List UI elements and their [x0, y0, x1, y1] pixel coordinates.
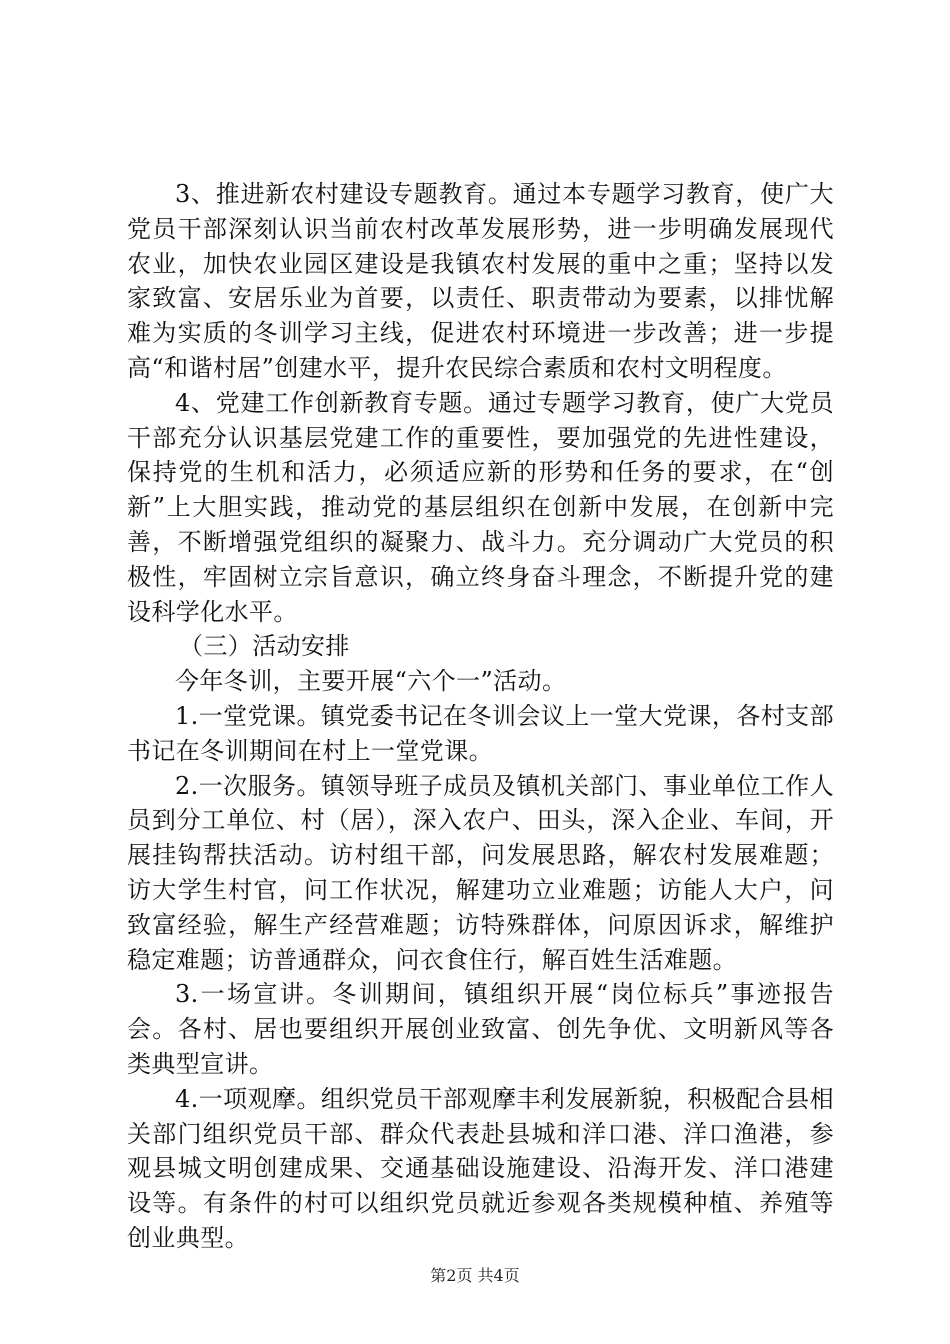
paragraph-activities-intro: 今年冬训，主要开展“六个一”活动。	[175, 667, 567, 696]
paragraph-activity-3: 3.一场宣讲。冬训期间，镇组织开展“岗位标兵”事迹报告会。各村、居也要组织开展创业致富、创先争优、文明新风等各类典型宣讲。	[127, 980, 834, 1078]
document-body	[127, 177, 834, 1256]
section-heading-activities: （三）活动安排	[179, 632, 350, 661]
page-number-footer: 第2页 共4页	[430, 1266, 520, 1285]
paragraph-topic-4: 4、党建工作创新教育专题。通过专题学习教育，使广大党员干部充分认识基层党建工作的重要性，要加强党的先进性建设，保持党的生机和活力，必须适应新的形势和任务的要求，在“创新”上大胆实践，推动党的基层组织在创新中发展，在创新中完善，不断增强党组织的凝聚力、战斗力。充分调动广大党员的积极性，牢固树立宗旨意识，确立终身奋斗理念，不断提升党的建设科学化水平。	[127, 388, 834, 626]
paragraph-activity-2: 2.一次服务。镇领导班子成员及镇机关部门、事业单位工作人员到分工单位、村（居），深入农户、田头，深入企业、车间，开展挂钩帮扶活动。访村组干部，问发展思路，解农村发展难题；访大学生村官，问工作状况，解建功立业难题；访能人大户，问致富经验，解生产经营难题；访特殊群体，问原因诉求，解维护稳定难题；访普通群众，问衣食住行，解百姓生活难题。	[127, 771, 834, 974]
paragraph-activity-1: 1.一堂党课。镇党委书记在冬训会议上一堂大党课，各村支部书记在冬训期间在村上一堂党课。	[127, 701, 834, 765]
paragraph-topic-3: 3、推进新农村建设专题教育。通过本专题学习教育，使广大党员干部深刻认识当前农村改革发展形势，进一步明确发展现代农业，加快农业园区建设是我镇农村发展的重中之重；坚持以发家致富、安居乐业为首要，以责任、职责带动为要素，以排忧解难为实质的冬训学习主线，促进农村环境进一步改善；进一步提高“和谐村居”创建水平，提升农民综合素质和农村文明程度。	[127, 180, 834, 382]
paragraph-activity-4: 4.一项观摩。组织党员干部观摩丰利发展新貌，积极配合县相关部门组织党员干部、群众代表赴县城和洋口港、洋口渔港，参观县城文明创建成果、交通基础设施建设、沿海开发、洋口港建设等。有条件的村可以组织党员就近参观各类规模种植、养殖等创业典型。	[127, 1084, 834, 1252]
